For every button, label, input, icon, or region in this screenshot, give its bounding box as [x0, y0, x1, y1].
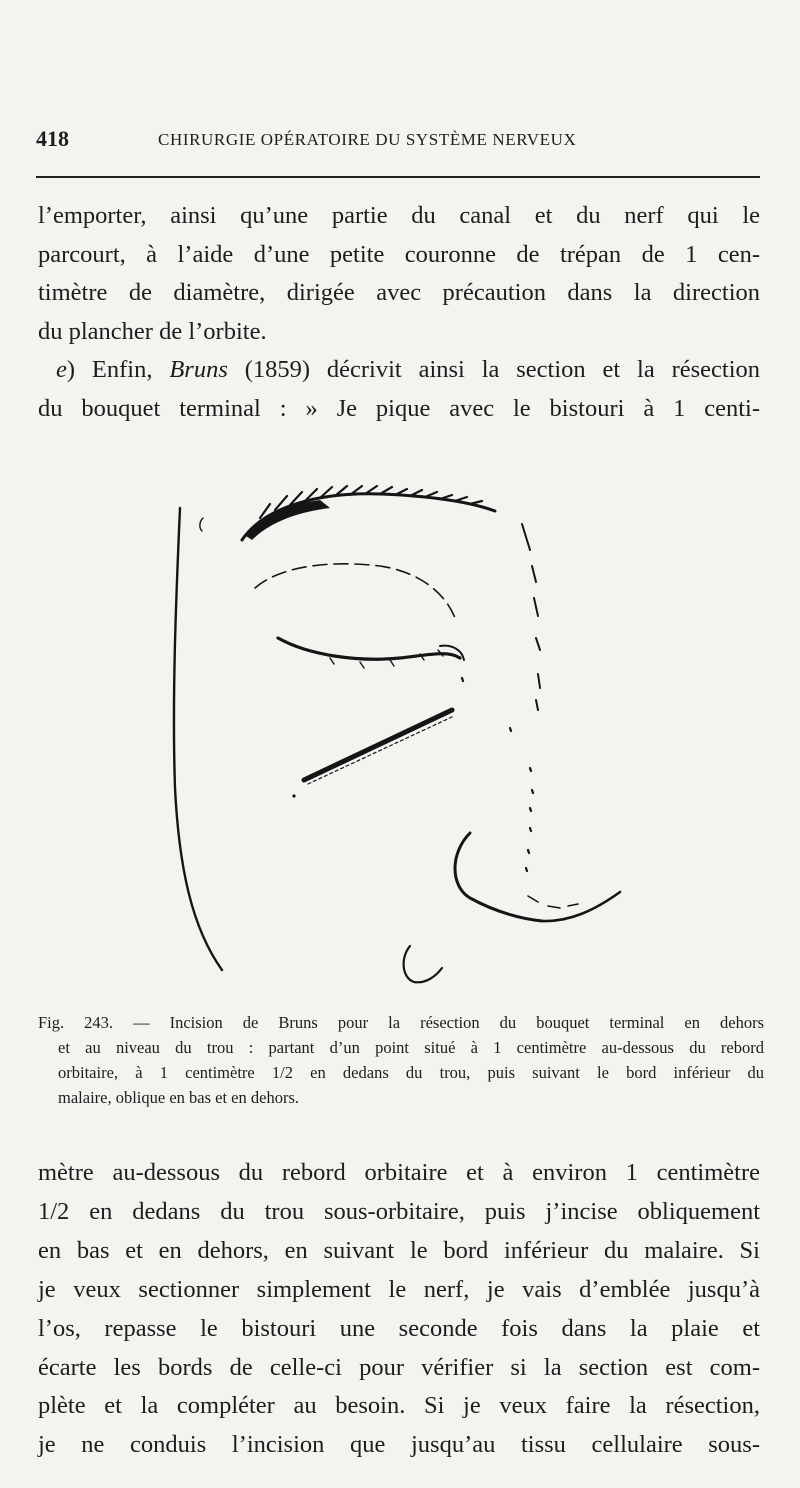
text-line: plète et la compléter au besoin. Si je veux faire la résection, — [38, 1392, 760, 1420]
author-name: Bruns — [169, 356, 228, 384]
text-line: je ne conduis l’incision que jusqu’au tissu cellulaire sous- — [38, 1431, 760, 1459]
text-line: mètre au-dessous du rebord orbitaire et à environ 1 centimètre — [38, 1159, 760, 1186]
paragraph-top — [38, 197, 760, 429]
closed-eye — [278, 638, 460, 659]
profile-dots — [462, 678, 533, 871]
nose-underside-dashes — [528, 896, 578, 908]
text-line: je veux sectionner simplement le nerf, je vais d’emblée jusqu’à — [38, 1275, 760, 1303]
page-number: 418 — [36, 126, 69, 151]
text-line: 1/2 en dedans du trou sous-orbitaire, puis j’incise obliquement — [38, 1197, 760, 1225]
header-rule — [36, 176, 760, 178]
contour-tick — [200, 518, 203, 531]
caption-line: Fig. 243. — Incision de Bruns pour la résection du bouquet terminal en dehors — [38, 1013, 764, 1032]
nose-bridge-dashes — [522, 524, 540, 710]
caption-line: orbitaire, à 1 centimètre 1/2 en dedans du trou, puis suivant le bord inférieur du — [58, 1063, 764, 1082]
list-marker: e — [56, 356, 67, 384]
face-contour — [174, 508, 222, 970]
figure-caption — [38, 1010, 764, 1110]
page-header — [36, 124, 760, 156]
text-line: en bas et en dehors, en suivant le bord inférieur du malaire. Si — [38, 1236, 760, 1264]
eye-fold — [255, 564, 455, 618]
text-fragment: (1859) décrivit ainsi la section et la résection — [227, 356, 760, 384]
text-line — [38, 351, 760, 390]
face-incision-figure — [170, 478, 640, 988]
paragraph-bottom — [38, 1154, 760, 1465]
caption-line: et au niveau du trou : partant d’un point situé à 1 centimètre au-dessous du rebord — [58, 1038, 764, 1057]
text-line: l’os, repasse le bistouri une seconde fois dans la plaie et — [38, 1314, 760, 1342]
incision-dot — [292, 794, 295, 797]
running-title: CHIRURGIE OPÉRATOIRE DU SYSTÈME NERVEUX — [158, 130, 577, 149]
nostril — [455, 833, 542, 921]
caption-line: malaire, oblique en bas et en dehors. — [58, 1088, 299, 1107]
text-line: écarte les bords de celle-ci pour vérifier si la section est com- — [38, 1353, 760, 1381]
incision-shade — [308, 716, 454, 784]
text-line: du plancher de l’orbite. — [38, 317, 267, 345]
incision-line — [304, 710, 452, 780]
text-line: timètre de diamètre, dirigée avec précaution dans la direction — [38, 279, 760, 307]
text-line: l’emporter, ainsi qu’une partie du canal et du nerf qui le — [38, 202, 760, 229]
text-fragment: ) Enfin, — [66, 356, 170, 384]
lip-mark — [404, 946, 442, 982]
text-line: parcourt, à l’aide d’une petite couronne de trépan de 1 cen- — [38, 240, 760, 268]
text-line: du bouquet terminal : » Je pique avec le bistouri à 1 centi- — [38, 394, 760, 422]
